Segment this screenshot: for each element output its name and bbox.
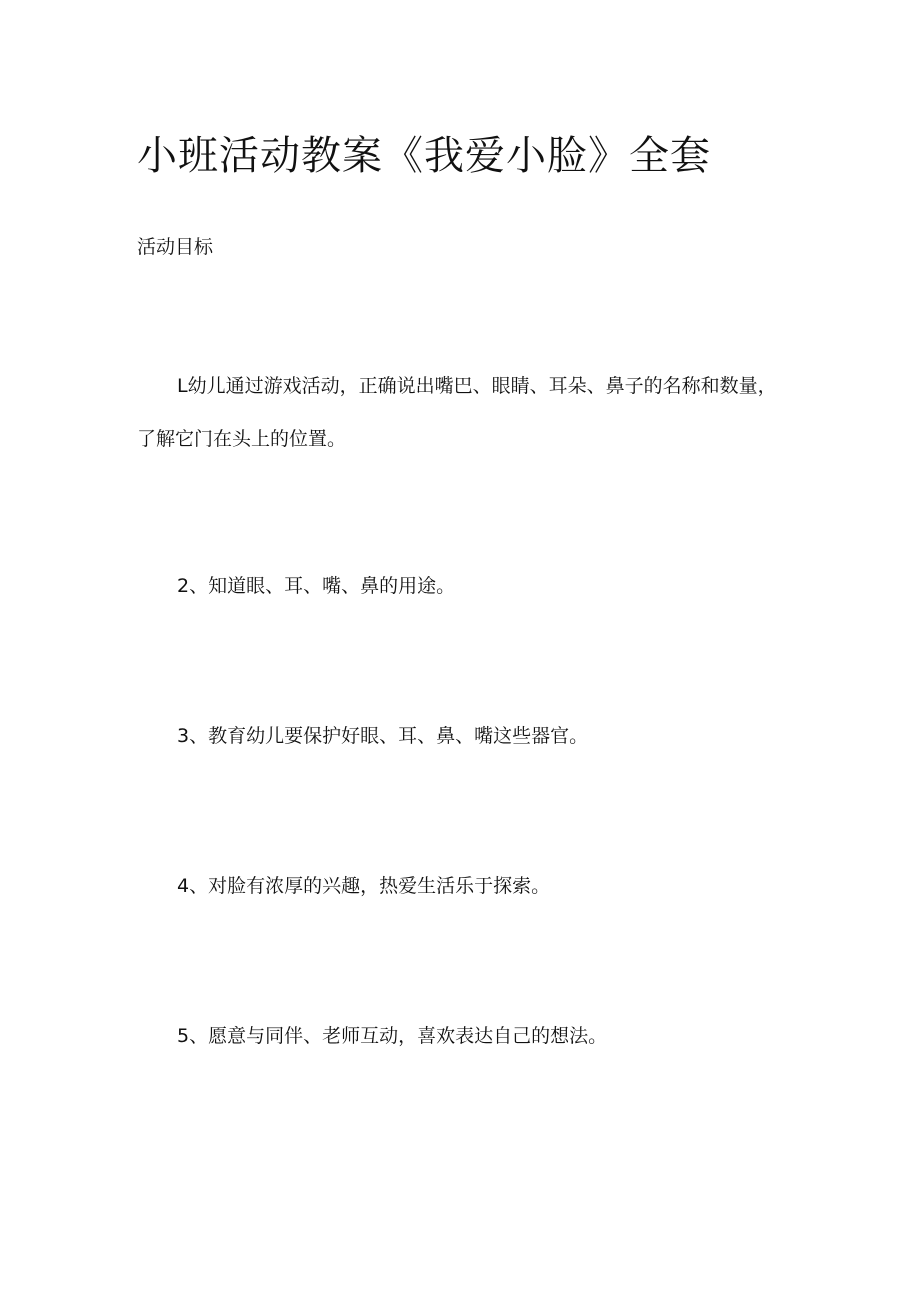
document-title: 小班活动教案《我爱小脸》全套 bbox=[137, 133, 711, 179]
objective-item-5: 5、愿意与同伴、老师互动，喜欢表达自己的想法。 bbox=[177, 1025, 608, 1047]
objective-item-4: 4、对脸有浓厚的兴趣，热爱生活乐于探索。 bbox=[177, 875, 551, 897]
objective-item-2: 2、知道眼、耳、嘴、鼻的用途。 bbox=[177, 575, 456, 597]
objective-item-1: L幼儿通过游戏活动，正确说出嘴巴、眼睛、耳朵、鼻子的名称和数量，了解它门在头上的位置。 bbox=[137, 375, 777, 450]
objective-item-3: 3、教育幼儿要保护好眼、耳、鼻、嘴这些器官。 bbox=[177, 725, 589, 747]
section-heading-objectives: 活动目标 bbox=[137, 236, 214, 258]
